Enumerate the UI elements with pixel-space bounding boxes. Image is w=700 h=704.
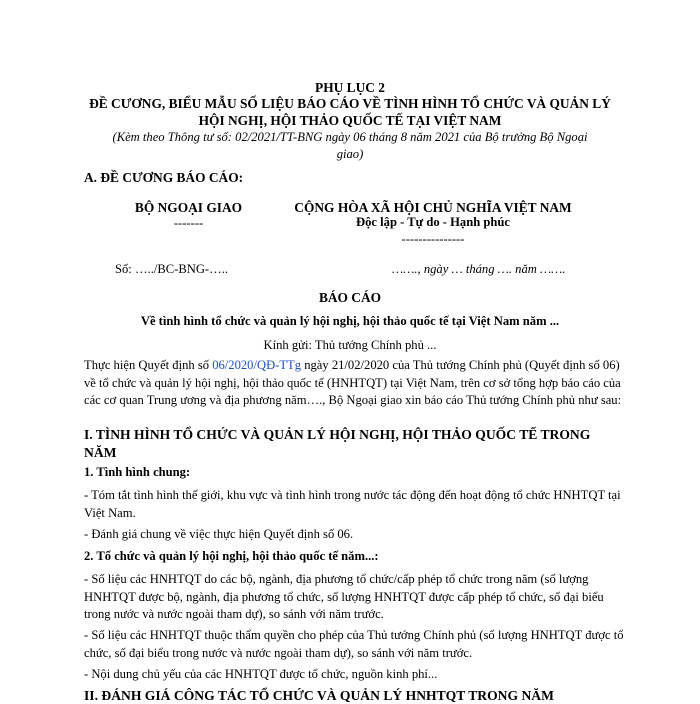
section-1-sub1-item1: - Tóm tắt tình hình thế giới, khu vực và tình hình trong nước tác động đến hoạt động tổ chức HNHTQT tại Việt Nam. (84, 488, 621, 520)
appendix-note-line2: giao) (336, 147, 364, 161)
report-subtitle: Về tình hình tổ chức và quản lý hội nghị, hội thảo quốc tế tại Việt Nam năm ... (140, 314, 560, 328)
section-1-sub2-item1: - Số liệu các HNHTQT do các bộ, ngành, địa phương tổ chức/cấp phép tổ chức trong năm (số lượng HNHTQT được bộ, ngành, địa phương tổ chức, số lượng HNHTQT được cấp phép tổ chức, số đại biểu trong nước và nước ngoài tham dự), so sánh với năm trước. (84, 572, 604, 621)
appendix-title: PHỤ LỤC 2 (315, 80, 385, 95)
agency-rule: ------- (173, 216, 204, 230)
report-recipient: Kính gửi: Thủ tướng Chính phủ ... (263, 338, 437, 352)
motto-rule: --------------- (401, 232, 465, 246)
intro-paragraph (84, 357, 624, 410)
intro-text-before: Thực hiện Quyết định số (84, 358, 213, 372)
agency-name: BỘ NGOẠI GIAO (134, 200, 243, 215)
section-1-sub2: 2. Tổ chức và quản lý hội nghị, hội thảo quốc tế năm...: (84, 549, 379, 563)
appendix-note-line1: (Kèm theo Thông tư số: 02/2021/TT-BNG ngày 06 tháng 8 năm 2021 của Bộ trưởng Bộ Ngoại (112, 130, 588, 144)
section-2-heading: II. ĐÁNH GIÁ CÔNG TÁC TỔ CHỨC VÀ QUẢN LÝ HNHTQT TRONG NĂM (84, 688, 554, 703)
section-1-sub1: 1. Tình hình chung: (84, 465, 191, 479)
document-number: Số: …../BC-BNG-….. (115, 262, 229, 276)
date-line: ……., ngày … tháng …. năm ……. (392, 262, 566, 276)
national-motto: Độc lập - Tự do - Hạnh phúc (356, 215, 510, 229)
country-name: CỘNG HÒA XÃ HỘI CHỦ NGHĨA VIỆT NAM (294, 200, 572, 215)
appendix-heading-line2: HỘI NGHỊ, HỘI THẢO QUỐC TẾ TẠI VIỆT NAM (198, 113, 502, 128)
section-1-sub2-item2: - Số liệu các HNHTQT thuộc thẩm quyền cho phép của Thủ tướng Chính phủ (số lượng HNHTQT được tổ chức, số đại biểu trong nước và nước ngoài tham dự), so sánh với năm trước. (84, 628, 624, 660)
section-1-sub2-item3: - Nội dung chủ yếu của các HNHTQT được tổ chức, nguồn kinh phí... (84, 667, 438, 681)
section-1-heading: I. TÌNH HÌNH TỔ CHỨC VÀ QUẢN LÝ HỘI NGHỊ, HỘI THẢO QUỐC TẾ TRONG NĂM (84, 427, 591, 460)
section-a-heading: A. ĐỀ CƯƠNG BÁO CÁO: (84, 170, 244, 185)
section-1-sub1-item2: - Đánh giá chung về việc thực hiện Quyết định số 06. (84, 527, 354, 541)
intro-text-after: ngày 21/02/2020 của Thủ tướng Chính phủ (Quyết định số 06) về tổ chức và quản lý hội nghị, hội thảo quốc tế (HNHTQT) tại Việt Nam, trên cơ sở tổng hợp báo cáo của các cơ quan Trung ương và địa phương năm…., Bộ Ngoại giao xin báo cáo Thủ tướng Chính phủ như sau: (84, 358, 622, 407)
report-title: BÁO CÁO (318, 290, 382, 305)
appendix-heading-line1: ĐỀ CƯƠNG, BIỂU MẪU SỐ LIỆU BÁO CÁO VỀ TÌNH HÌNH TỔ CHỨC VÀ QUẢN LÝ (89, 96, 611, 111)
decision-link[interactable]: 06/2020/QĐ-TTg (212, 358, 302, 372)
